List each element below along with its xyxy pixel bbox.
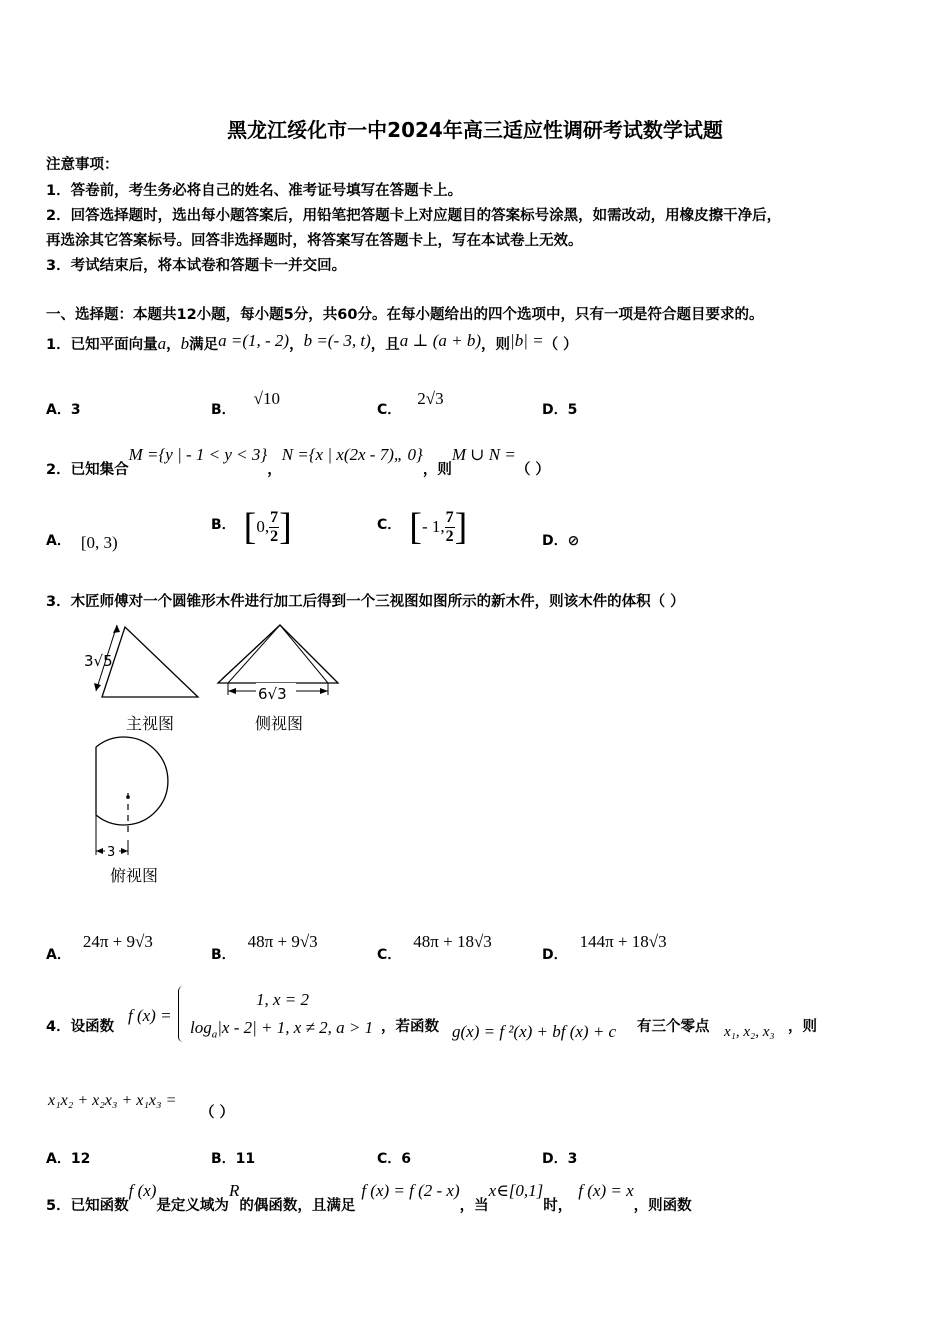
q2-option-b: B． [0, $\frac{7}{2}$ ] bbox=[211, 506, 292, 548]
q2-option-a: A． [0, 3) bbox=[46, 533, 118, 552]
q4-mid: ，若函数 bbox=[381, 1019, 439, 1035]
side-view bbox=[218, 625, 338, 733]
q1-prefix: 1．已知平面向量 bbox=[46, 337, 158, 353]
q4-option-b: B．11 bbox=[211, 1151, 256, 1167]
three-view-figure bbox=[70, 615, 370, 895]
q5-mid2: 的偶函数，且满足 bbox=[239, 1198, 356, 1214]
q2-set-m: M ={y | - 1 < y < 3} bbox=[128, 445, 268, 464]
q4-gx: g(x) = f ²(x) + bf (x) + c bbox=[452, 1022, 617, 1041]
q3-option-c: C．48π + 18√3 bbox=[377, 932, 492, 963]
q4-case-1: 1, x = 2 bbox=[256, 990, 310, 1009]
q2-option-c: C． [- 1, $\frac{7}{2}$ ] bbox=[377, 506, 468, 548]
notice-heading: 注意事项： bbox=[46, 157, 119, 173]
q5-def: f (x) = x bbox=[578, 1181, 634, 1200]
q1-mid: 满足 bbox=[189, 337, 219, 353]
top-view bbox=[96, 737, 168, 885]
q4-sum: x₁x₂ + x₂x₃ + x₁x₃ = bbox=[48, 1092, 177, 1109]
q2-prefix: 2．已知集合 bbox=[46, 462, 129, 478]
section-heading: 一、选择题：本题共12小题，每小题5分，共60分。在每小题给出的四个选项中，只有一项是符合题目要求的。 bbox=[46, 307, 764, 323]
q4-fx: f (x) = bbox=[128, 1006, 172, 1025]
q1-then: ，则 bbox=[481, 337, 511, 353]
q4-option-a: A．12 bbox=[46, 1151, 91, 1167]
top-view-label: 俯视图 bbox=[110, 866, 159, 885]
q1-perp: a ⊥ (a + b) bbox=[399, 331, 482, 350]
q4-option-c: C．6 bbox=[377, 1151, 412, 1167]
q1-vec-a: a bbox=[157, 334, 167, 353]
q1-sep: ， bbox=[166, 337, 181, 353]
q1-option-a: A．3 bbox=[46, 402, 81, 418]
q4-prefix: 4．设函数 bbox=[46, 1019, 115, 1035]
q4-option-d: D．3 bbox=[542, 1151, 578, 1167]
front-dim-label: 3√5 bbox=[84, 652, 113, 670]
q5-fx: f (x) bbox=[128, 1181, 157, 1200]
question-3: 3．木匠师傅对一个圆锥形木件进行加工后得到一个三视图如图所示的新木件，则该木件的体积（ ） bbox=[46, 594, 685, 610]
q5-range: x∈[0,1] bbox=[488, 1181, 544, 1200]
q5-tail: ，则函数 bbox=[633, 1198, 692, 1214]
q5-R: R bbox=[228, 1181, 240, 1200]
notice-item: 1．答卷前，考生务必将自己的姓名、准考证号填写在答题卡上。 bbox=[46, 183, 463, 199]
q1-option-b: B．√10 bbox=[211, 389, 281, 418]
q1-and: ，且 bbox=[370, 337, 400, 353]
notice-item: 再选涂其它答案标号。回答非选择题时，将答案写在答题卡上，写在本试卷上无效。 bbox=[46, 233, 583, 249]
q2-expr: M ∪ N = bbox=[451, 445, 516, 464]
q1-cond-a: a =(1, - 2) bbox=[218, 331, 290, 350]
q2-comma: ， bbox=[267, 462, 282, 478]
q2-set-n: N ={x | x(2x - 7)„ 0} bbox=[281, 445, 423, 464]
q1-cond-b: b =(- 3, t) bbox=[303, 331, 371, 350]
side-dim-label: 6√3 bbox=[258, 685, 287, 703]
q1-vec-b: b bbox=[180, 334, 190, 353]
q5-prefix: 5．已知函数 bbox=[46, 1198, 129, 1214]
question-5 bbox=[46, 1180, 692, 1214]
q1-abs-b: |b| = bbox=[510, 331, 544, 350]
q5-mid3: ，当 bbox=[459, 1198, 489, 1214]
q3-option-d: D．144π + 18√3 bbox=[542, 932, 667, 963]
q1-option-c: C．2√3 bbox=[377, 389, 444, 418]
q4-mid2: 有三个零点 bbox=[637, 1019, 710, 1035]
page-title: 黑龙江绥化市一中2024年高三适应性调研考试数学试题 bbox=[227, 118, 723, 142]
q5-cond: f (x) = f (2 - x) bbox=[361, 1181, 460, 1200]
q5-mid1: 是定义域为 bbox=[156, 1198, 229, 1214]
q4-then: ，则 bbox=[788, 1019, 817, 1035]
q2-then: ，则 bbox=[422, 462, 452, 478]
q3-option-b: B．48π + 9√3 bbox=[211, 932, 318, 963]
q2-option-d: D．⊘ bbox=[542, 533, 580, 549]
notice-item: 3．考试结束后，将本试卷和答题卡一并交回。 bbox=[46, 258, 347, 274]
q4-zeros: x₁, x₂, x₃ bbox=[724, 1024, 775, 1040]
front-view bbox=[84, 625, 198, 733]
q4-brace bbox=[178, 986, 183, 1042]
q5-mid4: 时， bbox=[543, 1198, 573, 1214]
q1-option-d: D．5 bbox=[542, 402, 578, 418]
q4-case-2: $\log_a|x - 2| + 1$, x ≠ 2, a > 1 bbox=[190, 1018, 374, 1041]
side-view-label: 侧视图 bbox=[255, 714, 304, 733]
top-dim-label: 3 bbox=[107, 845, 116, 860]
front-view-label: 主视图 bbox=[126, 714, 175, 733]
q1-paren: （ ） bbox=[543, 337, 578, 353]
q2-paren: （ ） bbox=[515, 462, 550, 478]
q3-option-a: A．24π + 9√3 bbox=[46, 932, 153, 963]
q4-paren: （ ） bbox=[200, 1105, 235, 1121]
question-2 bbox=[46, 444, 550, 478]
question-1: 1．已知平面向量a，b满足a =(1, - 2)，b =(- 3, t)，且a ⊥ (a + b)，则|b| =（ ） bbox=[46, 331, 578, 353]
notice-item: 2．回答选择题时，选出每小题答案后，用铅笔把答题卡上对应题目的答案标号涂黑，如需改动，用橡皮擦干净后， bbox=[46, 208, 782, 224]
